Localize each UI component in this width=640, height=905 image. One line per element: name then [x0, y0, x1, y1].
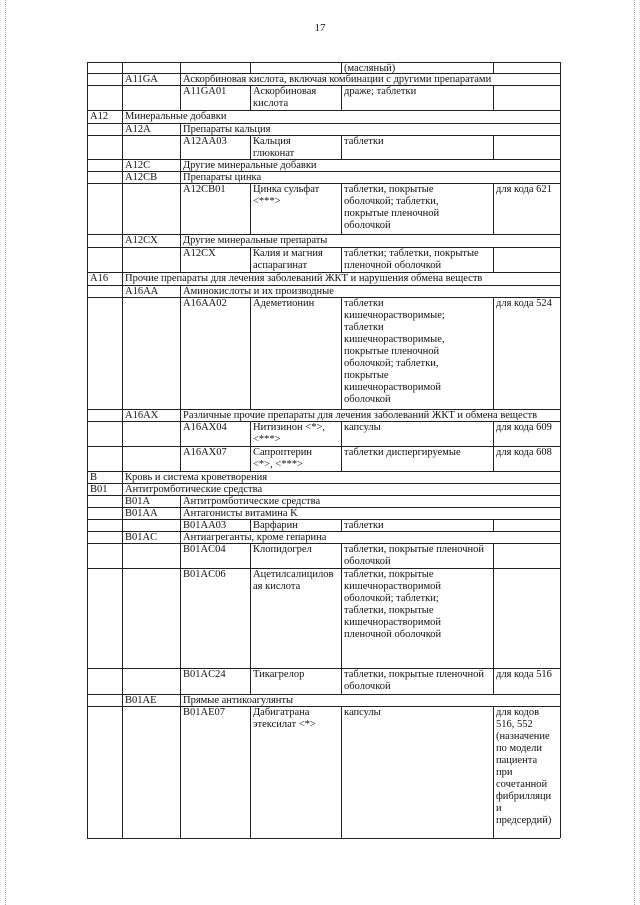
table-rule: [122, 421, 123, 446]
table-rule: [87, 159, 88, 171]
table-rule: [560, 531, 561, 543]
table-rule: [560, 171, 561, 183]
table-rule: [560, 297, 561, 409]
group-code-cell: [90, 63, 120, 73]
subgroup-code-cell: A11GA: [125, 74, 158, 85]
drug-name-cell: Ацетилсалицилов ая кислота: [253, 569, 334, 592]
dosage-form-cell: таблетки, покрытые пленочной оболочкой: [344, 544, 485, 567]
group-code-cell: [90, 172, 120, 183]
note-cell: [496, 136, 558, 159]
table-rule: [87, 73, 88, 85]
table-rule: [560, 285, 561, 297]
atc-code-cell: B01AC04: [183, 544, 226, 555]
table-rule: [493, 62, 494, 73]
table-rule: [250, 247, 251, 272]
group-code-cell: [90, 160, 120, 171]
table-rule: [560, 123, 561, 135]
table-rule: [493, 247, 494, 272]
table-rule: [341, 543, 342, 568]
category-name-cell: Аскорбиновая кислота, включая комбинации с другими препаратами: [183, 74, 492, 85]
atc-code-cell: A12AA03: [183, 136, 227, 147]
table-rule: [180, 234, 181, 247]
subgroup-code-cell: B01AE: [125, 695, 157, 706]
note-cell: для кода 608: [496, 447, 552, 458]
table-rule: [180, 85, 181, 110]
table-rule: [341, 706, 342, 838]
table-rule: [180, 495, 181, 507]
table-rule: [87, 135, 88, 159]
atc-code-cell: B01AC06: [183, 569, 226, 580]
table-rule: [122, 123, 123, 135]
table-rule: [560, 495, 561, 507]
table-rule: [180, 706, 181, 838]
table-rule: [122, 543, 123, 568]
group-code-cell: A16: [90, 273, 109, 284]
table-rule: [180, 446, 181, 471]
table-rule: [341, 668, 342, 694]
group-code-cell: [90, 286, 120, 297]
group-code-cell: [90, 86, 120, 110]
category-name-cell: Прочие препараты для лечения заболеваний ЖКТ и нарушения обмена веществ: [125, 273, 483, 284]
table-rule: [180, 543, 181, 568]
table-rule: [122, 471, 123, 483]
subgroup-code-cell: A12CB: [125, 172, 158, 183]
drug-name-cell: Сапроптерин <*>, <***>: [253, 447, 313, 470]
group-code-cell: B01: [90, 484, 108, 495]
atc-code-cell: [183, 63, 248, 73]
table-rule: [122, 247, 123, 272]
table-rule: [87, 507, 88, 519]
table-rule: [87, 85, 88, 110]
table-rule: [122, 694, 123, 706]
table-rule: [180, 183, 181, 234]
table-rule: [560, 446, 561, 471]
table-rule: [87, 471, 88, 483]
table-rule: [180, 247, 181, 272]
group-code-cell: B: [90, 472, 98, 483]
table-rule: [87, 409, 88, 421]
atc-code-cell: A12CX: [183, 248, 216, 259]
category-name-cell: Минеральные добавки: [125, 111, 227, 122]
table-rule: [493, 183, 494, 234]
table-rule: [122, 507, 123, 519]
table-rule: [341, 519, 342, 531]
dosage-form-cell: таблетки; таблетки, покрытые пленочной оболочкой: [344, 248, 479, 271]
table-rule: [122, 183, 123, 234]
table-rule: [250, 668, 251, 694]
group-code-cell: [90, 569, 120, 668]
table-rule: [560, 706, 561, 838]
table-rule: [122, 171, 123, 183]
table-rule: [560, 483, 561, 495]
note-cell: для кода 524: [496, 298, 552, 309]
atc-code-cell: A16AX07: [183, 447, 227, 458]
table-rule: [122, 446, 123, 471]
table-rule: [560, 421, 561, 446]
dosage-form-cell: (масляный): [344, 63, 396, 73]
table-rule: [122, 285, 123, 297]
table-rule: [122, 73, 123, 85]
group-code-cell: [90, 248, 120, 272]
table-rule: [250, 297, 251, 409]
table-rule: [180, 123, 181, 135]
table-rule: [180, 568, 181, 668]
drug-name-cell: Аскорбиновая кислота: [253, 86, 317, 109]
page-number: 17: [314, 22, 326, 34]
table-rule: [180, 694, 181, 706]
table-rule: [250, 421, 251, 446]
atc-code-cell: B01AA03: [183, 520, 227, 531]
table-rule: [493, 421, 494, 446]
table-rule: [560, 543, 561, 568]
drug-name-cell: Варфарин: [253, 520, 298, 531]
subgroup-code-cell: [125, 544, 178, 568]
group-code-cell: [90, 669, 120, 694]
group-code-cell: [90, 532, 120, 543]
table-rule: [250, 62, 251, 73]
table-rule: [180, 159, 181, 171]
drug-name-cell: Адеметионин: [253, 298, 315, 309]
table-rule: [87, 668, 88, 694]
atc-code-cell: A12CB01: [183, 184, 226, 195]
category-name-cell: Прямые антикоагулянты: [183, 695, 294, 706]
table-rule: [341, 247, 342, 272]
table-rule: [250, 183, 251, 234]
table-rule: [493, 446, 494, 471]
table-rule: [87, 285, 88, 297]
table-rule: [250, 543, 251, 568]
category-name-cell: Кровь и система кроветворения: [125, 472, 268, 483]
drug-name-cell: Дабигатрана этексилат <*>: [253, 707, 316, 730]
table-rule: [122, 568, 123, 668]
subgroup-code-cell: A12C: [125, 160, 151, 171]
category-name-cell: Антиагреганты, кроме гепарина: [183, 532, 327, 543]
table-rule: [122, 85, 123, 110]
subgroup-code-cell: A12A: [125, 124, 151, 135]
note-cell: для кода 516: [496, 669, 552, 680]
dosage-form-cell: таблетки кишечнорастворимые; таблетки кишечнорастворимые, покрытые пленочной оболочкой; таблетки, покрытые кишечнорастворимой оболочкой: [344, 298, 445, 405]
category-name-cell: Другие минеральные добавки: [183, 160, 317, 171]
table-rule: [87, 519, 88, 531]
table-rule: [122, 483, 123, 495]
table-rule: [87, 446, 88, 471]
table-rule: [87, 297, 88, 409]
category-name-cell: Антагонисты витамина K: [183, 508, 298, 519]
drug-name-cell: Клопидогрел: [253, 544, 312, 555]
subgroup-code-cell: [125, 520, 178, 531]
atc-code-cell: A16AX04: [183, 422, 227, 433]
table-rule: [122, 110, 123, 123]
subgroup-code-cell: [125, 298, 178, 409]
table-rule: [560, 234, 561, 247]
subgroup-code-cell: B01AA: [125, 508, 158, 519]
table-rule: [560, 519, 561, 531]
subgroup-code-cell: [125, 184, 178, 234]
atc-code-cell: B01AE07: [183, 707, 225, 718]
table-rule: [87, 495, 88, 507]
table-rule: [87, 234, 88, 247]
atc-code-cell: A11GA01: [183, 86, 227, 97]
table-rule: [180, 171, 181, 183]
table-rule: [87, 694, 88, 706]
note-cell: [496, 63, 558, 73]
table-rule: [560, 471, 561, 483]
table-rule: [122, 409, 123, 421]
subgroup-code-cell: [125, 707, 178, 838]
table-rule: [560, 694, 561, 706]
table-rule: [122, 159, 123, 171]
table-rule: [180, 297, 181, 409]
table-rule: [493, 85, 494, 110]
note-cell: [496, 86, 558, 110]
dosage-form-cell: таблетки: [344, 136, 384, 147]
table-rule: [122, 234, 123, 247]
group-code-cell: [90, 544, 120, 568]
table-rule: [560, 110, 561, 123]
dosage-form-cell: таблетки: [344, 520, 384, 531]
table-rule: [180, 421, 181, 446]
drug-name-cell: Тикагрелор: [253, 669, 305, 680]
table-rule: [180, 73, 181, 85]
atc-code-cell: B01AC24: [183, 669, 226, 680]
table-rule: [341, 62, 342, 73]
dosage-form-cell: таблетки, покрытые кишечнорастворимой оболочкой; таблетки; таблетки, покрытые кишечнорастворимой пленочной оболочкой: [344, 569, 442, 640]
table-rule: [560, 272, 561, 285]
table-rule: [560, 73, 561, 85]
group-code-cell: [90, 496, 120, 507]
category-name-cell: Различные прочие препараты для лечения заболеваний ЖКТ и обмена веществ: [183, 410, 538, 421]
table-rule: [341, 421, 342, 446]
table-rule: [341, 446, 342, 471]
drug-name-cell: Калия и магния аспарагинат: [253, 248, 323, 271]
table-rule: [180, 285, 181, 297]
note-cell: [496, 520, 558, 531]
note-cell: для кода 609: [496, 422, 552, 433]
table-rule: [122, 297, 123, 409]
subgroup-code-cell: [125, 136, 178, 159]
table-rule: [122, 272, 123, 285]
table-rule: [180, 135, 181, 159]
group-code-cell: [90, 74, 120, 85]
dosage-form-cell: драже; таблетки: [344, 86, 417, 97]
table-rule: [122, 668, 123, 694]
dosage-form-cell: капсулы: [344, 422, 381, 433]
table-rule: [493, 135, 494, 159]
group-code-cell: [90, 136, 120, 159]
category-name-cell: Антитромботические средства: [125, 484, 263, 495]
dosage-form-cell: таблетки, покрытые оболочкой; таблетки, покрытые пленочной оболочкой: [344, 184, 440, 231]
group-code-cell: A12: [90, 111, 109, 122]
table-rule: [341, 183, 342, 234]
table-rule: [493, 543, 494, 568]
table-rule: [87, 568, 88, 668]
table-rule: [341, 135, 342, 159]
table-rule: [87, 123, 88, 135]
group-code-cell: [90, 184, 120, 234]
table-rule: [250, 135, 251, 159]
note-cell: [496, 544, 558, 568]
table-rule: [87, 247, 88, 272]
drug-name-cell: Нитизинон <*>, <***>: [253, 422, 326, 445]
table-rule: [560, 668, 561, 694]
table-rule: [87, 483, 88, 495]
table-rule: [122, 519, 123, 531]
table-rule: [250, 446, 251, 471]
table-rule: [341, 568, 342, 668]
table-rule: [493, 706, 494, 838]
category-name-cell: Антитромботические средства: [183, 496, 321, 507]
subgroup-code-cell: A16AA: [125, 286, 159, 297]
subgroup-code-cell: A16AX: [125, 410, 159, 421]
table-rule: [250, 706, 251, 838]
table-rule: [560, 568, 561, 668]
category-name-cell: Препараты цинка: [183, 172, 262, 183]
subgroup-code-cell: B01A: [125, 496, 151, 507]
table-rule: [87, 421, 88, 446]
drug-name-cell: Цинка сульфат <***>: [253, 184, 320, 207]
table-rule: [122, 135, 123, 159]
table-rule: [341, 85, 342, 110]
table-rule: [122, 706, 123, 838]
table-rule: [493, 668, 494, 694]
table-rule: [87, 838, 560, 839]
subgroup-code-cell: [125, 86, 178, 110]
group-code-cell: [90, 447, 120, 471]
table-rule: [250, 519, 251, 531]
note-cell: [496, 569, 558, 668]
table-rule: [560, 183, 561, 234]
subgroup-code-cell: [125, 248, 178, 272]
group-code-cell: [90, 707, 120, 838]
table-rule: [560, 159, 561, 171]
table-rule: [493, 297, 494, 409]
table-rule: [87, 531, 88, 543]
group-code-cell: [90, 410, 120, 421]
table-rule: [87, 706, 88, 838]
subgroup-code-cell: B01AC: [125, 532, 158, 543]
dosage-form-cell: капсулы: [344, 707, 381, 718]
table-rule: [493, 519, 494, 531]
table-rule: [560, 62, 561, 73]
note-cell: [496, 248, 558, 272]
dosage-form-cell: таблетки, покрытые пленочной оболочкой: [344, 669, 485, 692]
subgroup-code-cell: [125, 422, 178, 446]
group-code-cell: [90, 422, 120, 446]
group-code-cell: [90, 695, 120, 706]
group-code-cell: [90, 520, 120, 531]
drug-name-cell: Кальция глюконат: [253, 136, 295, 159]
table-rule: [87, 272, 88, 285]
group-code-cell: [90, 298, 120, 409]
subgroup-code-cell: [125, 447, 178, 471]
note-cell: для кода 621: [496, 184, 552, 195]
category-name-cell: Аминокислоты и их производные: [183, 286, 334, 297]
table-rule: [87, 62, 88, 73]
group-code-cell: [90, 124, 120, 135]
table-rule: [122, 531, 123, 543]
table-rule: [341, 297, 342, 409]
subgroup-code-cell: [125, 569, 178, 668]
subgroup-code-cell: [125, 63, 178, 73]
table-rule: [560, 135, 561, 159]
table-rule: [87, 110, 88, 123]
subgroup-code-cell: [125, 669, 178, 694]
table-rule: [180, 519, 181, 531]
table-rule: [560, 85, 561, 110]
atc-code-cell: A16AA02: [183, 298, 227, 309]
table-rule: [493, 568, 494, 668]
table-rule: [180, 409, 181, 421]
group-code-cell: [90, 508, 120, 519]
table-rule: [122, 495, 123, 507]
category-name-cell: Препараты кальция: [183, 124, 271, 135]
table-rule: [87, 183, 88, 234]
table-rule: [180, 668, 181, 694]
table-rule: [180, 531, 181, 543]
table-rule: [180, 62, 181, 73]
table-rule: [250, 568, 251, 668]
table-rule: [560, 247, 561, 272]
dosage-form-cell: таблетки диспергируемые: [344, 447, 461, 458]
table-rule: [560, 409, 561, 421]
table-rule: [87, 543, 88, 568]
table-rule: [250, 85, 251, 110]
table-rule: [87, 171, 88, 183]
note-cell: для кодов 516, 552 (назначение по модели пациента при сочетанной фибрилляци и предсердий): [496, 707, 552, 826]
table-rule: [180, 507, 181, 519]
table-rule: [560, 507, 561, 519]
drug-name-cell: [253, 63, 339, 73]
category-name-cell: Другие минеральные препараты: [183, 235, 328, 246]
table-rule: [122, 62, 123, 73]
subgroup-code-cell: A12CX: [125, 235, 158, 246]
group-code-cell: [90, 235, 120, 247]
